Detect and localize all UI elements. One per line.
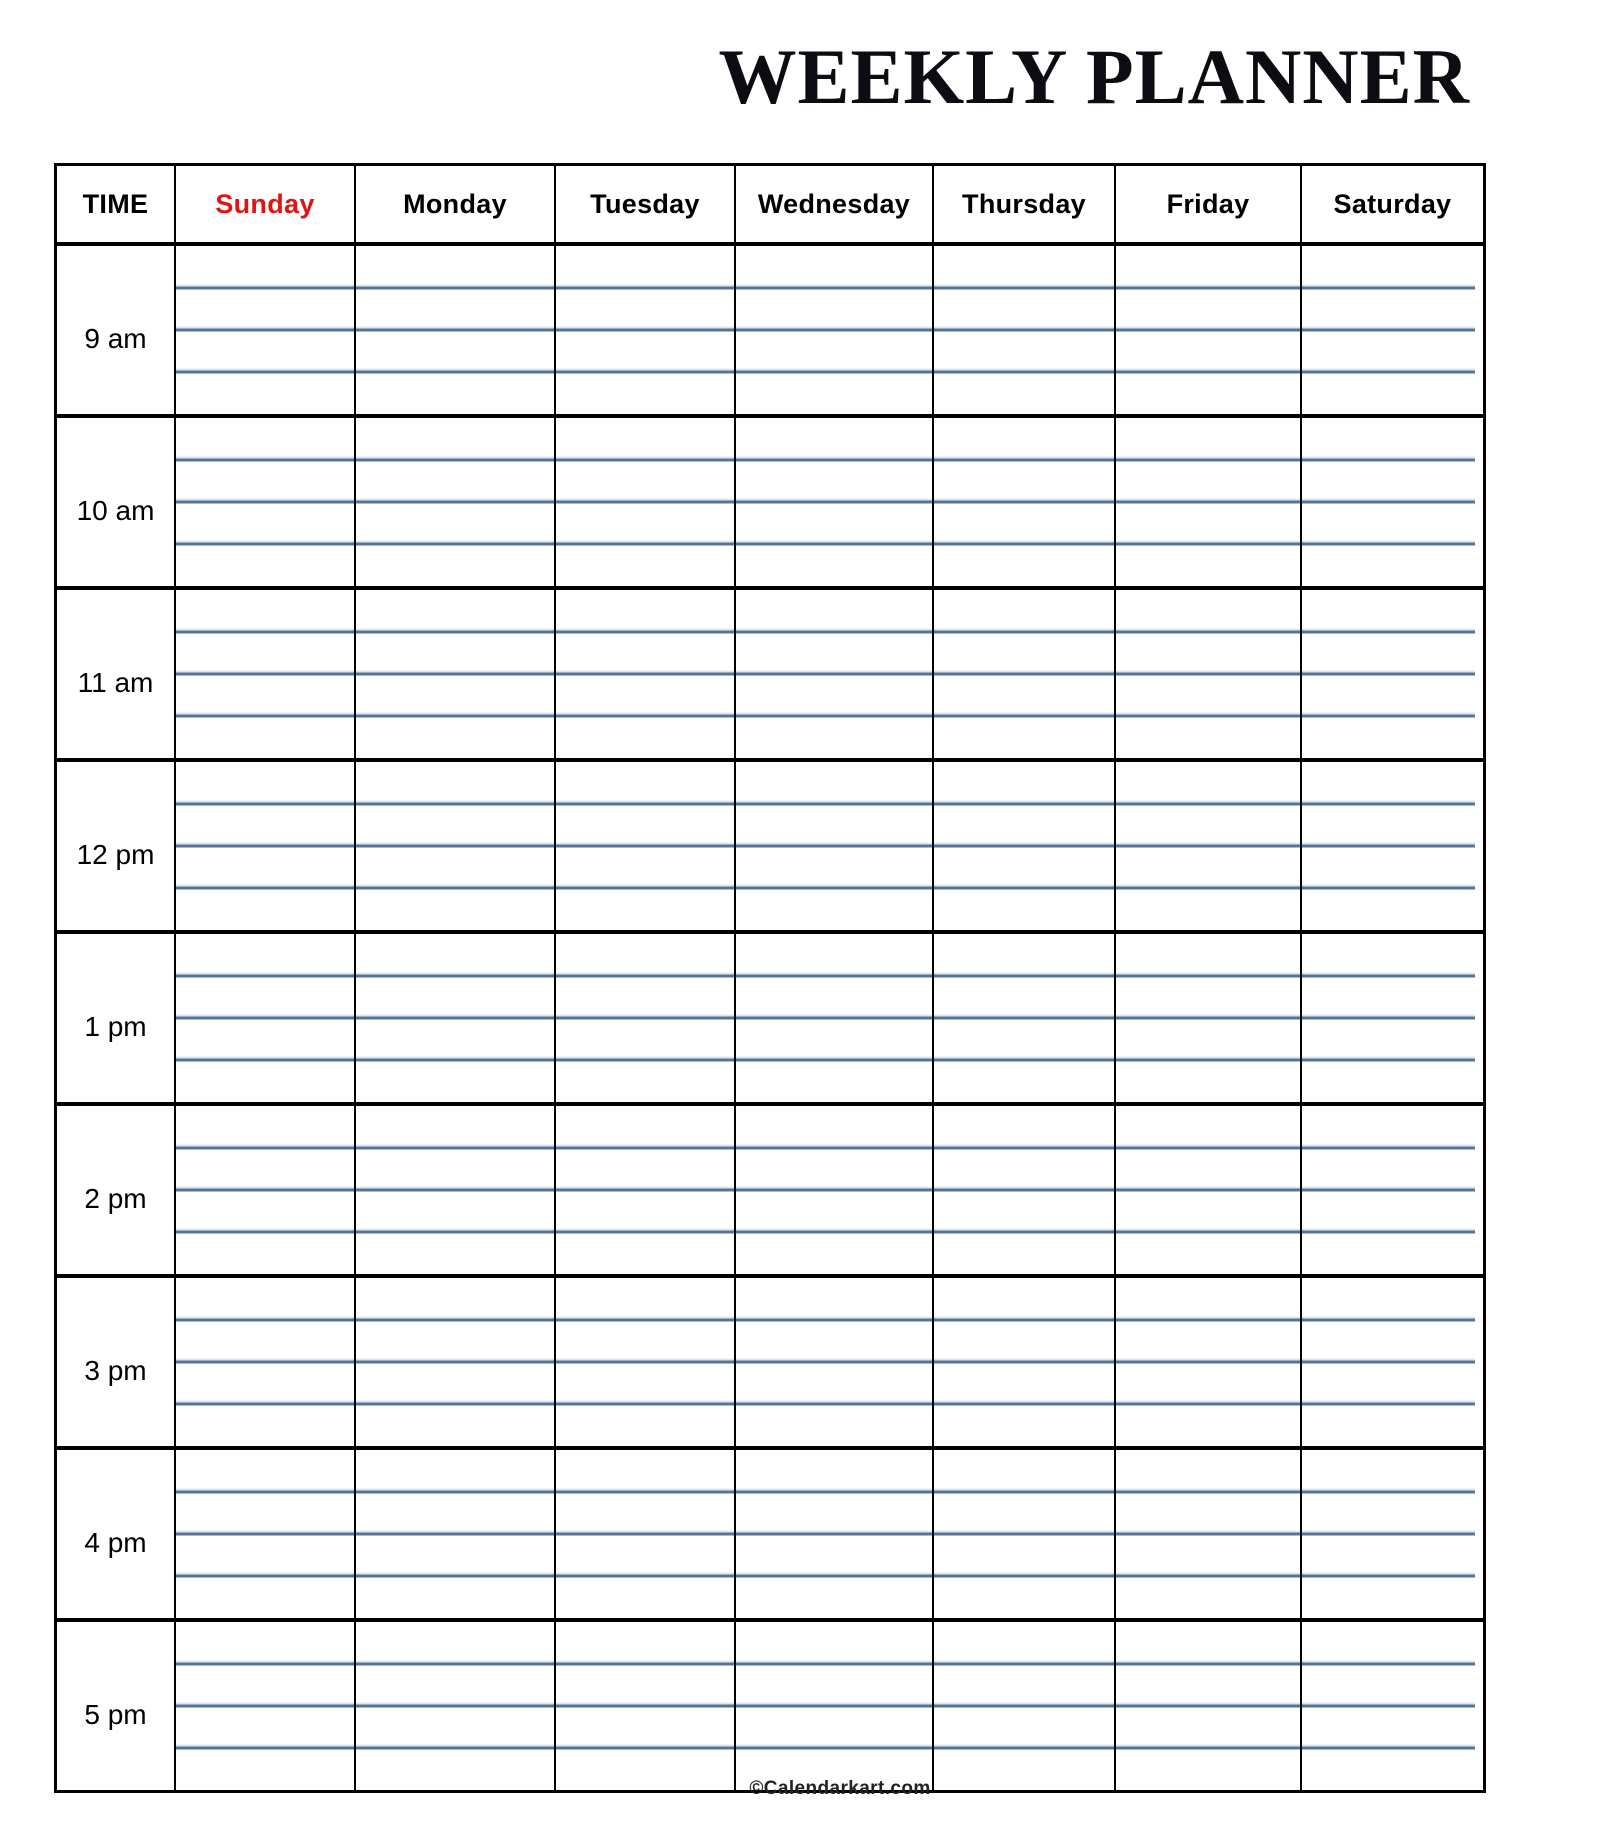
planner-cell-saturday-12-pm <box>1300 762 1483 930</box>
planner-cell-sunday-5-pm <box>174 1622 354 1790</box>
planner-cell-friday-1-pm <box>1114 934 1300 1102</box>
planner-cell-friday-11-am <box>1114 590 1300 758</box>
column-header-thursday: Thursday <box>932 166 1114 242</box>
planner-cell-tuesday-11-am <box>554 590 734 758</box>
planner-cell-sunday-11-am <box>174 590 354 758</box>
planner-cell-sunday-4-pm <box>174 1450 354 1618</box>
planner-cell-sunday-1-pm <box>174 934 354 1102</box>
hour-row-2-pm <box>57 1102 1483 1274</box>
time-label-1-pm: 1 pm <box>57 934 174 1102</box>
planner-cell-friday-4-pm <box>1114 1450 1300 1618</box>
planner-cell-tuesday-3-pm <box>554 1278 734 1446</box>
planner-cell-wednesday-1-pm <box>734 934 932 1102</box>
planner-cell-monday-10-am <box>354 418 554 586</box>
hour-row-3-pm <box>57 1274 1483 1446</box>
planner-cell-thursday-9-am <box>932 246 1114 414</box>
column-header-wednesday: Wednesday <box>734 166 932 242</box>
planner-cell-monday-5-pm <box>354 1622 554 1790</box>
time-label-12-pm: 12 pm <box>57 762 174 930</box>
column-header-friday: Friday <box>1114 166 1300 242</box>
planner-cell-monday-12-pm <box>354 762 554 930</box>
planner-cell-friday-12-pm <box>1114 762 1300 930</box>
planner-cell-wednesday-3-pm <box>734 1278 932 1446</box>
planner-cell-friday-3-pm <box>1114 1278 1300 1446</box>
planner-cell-tuesday-12-pm <box>554 762 734 930</box>
planner-cell-monday-2-pm <box>354 1106 554 1274</box>
hour-row-9-am <box>57 246 1483 414</box>
planner-cell-tuesday-2-pm <box>554 1106 734 1274</box>
planner-body <box>57 246 1483 1790</box>
planner-cell-thursday-10-am <box>932 418 1114 586</box>
planner-cell-saturday-1-pm <box>1300 934 1483 1102</box>
planner-cell-wednesday-2-pm <box>734 1106 932 1274</box>
planner-cell-thursday-4-pm <box>932 1450 1114 1618</box>
planner-cell-sunday-3-pm <box>174 1278 354 1446</box>
time-label-9-am: 9 am <box>57 246 174 414</box>
planner-cell-sunday-9-am <box>174 246 354 414</box>
planner-cell-sunday-10-am <box>174 418 354 586</box>
planner-cell-thursday-3-pm <box>932 1278 1114 1446</box>
planner-cell-thursday-1-pm <box>932 934 1114 1102</box>
planner-cell-wednesday-4-pm <box>734 1450 932 1618</box>
time-label-11-am: 11 am <box>57 590 174 758</box>
planner-cell-tuesday-5-pm <box>554 1622 734 1790</box>
column-header-tuesday: Tuesday <box>554 166 734 242</box>
planner-cell-thursday-12-pm <box>932 762 1114 930</box>
hour-row-5-pm <box>57 1618 1483 1790</box>
hour-row-10-am <box>57 414 1483 586</box>
planner-cell-thursday-2-pm <box>932 1106 1114 1274</box>
time-label-3-pm: 3 pm <box>57 1278 174 1446</box>
time-label-2-pm: 2 pm <box>57 1106 174 1274</box>
planner-cell-friday-10-am <box>1114 418 1300 586</box>
footer-credit: ©Calendarkart.com <box>749 1778 931 1799</box>
planner-cell-monday-9-am <box>354 246 554 414</box>
planner-cell-saturday-10-am <box>1300 418 1483 586</box>
column-header-time: TIME <box>82 188 149 219</box>
planner-cell-tuesday-1-pm <box>554 934 734 1102</box>
page-title: WEEKLY PLANNER <box>718 33 1470 120</box>
planner-cell-saturday-4-pm <box>1300 1450 1483 1618</box>
hour-row-11-am <box>57 586 1483 758</box>
weekly-planner-table <box>54 163 1486 1793</box>
planner-cell-tuesday-10-am <box>554 418 734 586</box>
time-label-5-pm: 5 pm <box>57 1622 174 1790</box>
planner-cell-saturday-2-pm <box>1300 1106 1483 1274</box>
hour-row-1-pm <box>57 930 1483 1102</box>
planner-cell-saturday-3-pm <box>1300 1278 1483 1446</box>
column-header-saturday: Saturday <box>1300 166 1483 242</box>
planner-cell-saturday-9-am <box>1300 246 1483 414</box>
planner-cell-saturday-5-pm <box>1300 1622 1483 1790</box>
column-header-sunday: Sunday <box>174 166 354 242</box>
planner-cell-wednesday-9-am <box>734 246 932 414</box>
planner-cell-monday-4-pm <box>354 1450 554 1618</box>
planner-cell-wednesday-5-pm <box>734 1622 932 1790</box>
planner-cell-sunday-12-pm <box>174 762 354 930</box>
planner-cell-friday-5-pm <box>1114 1622 1300 1790</box>
column-header-monday: Monday <box>354 166 554 242</box>
planner-cell-monday-3-pm <box>354 1278 554 1446</box>
time-label-4-pm: 4 pm <box>57 1450 174 1618</box>
planner-cell-saturday-11-am <box>1300 590 1483 758</box>
planner-cell-friday-9-am <box>1114 246 1300 414</box>
planner-cell-monday-1-pm <box>354 934 554 1102</box>
table-header-row <box>57 166 1483 246</box>
planner-cell-tuesday-9-am <box>554 246 734 414</box>
planner-cell-monday-11-am <box>354 590 554 758</box>
planner-cell-thursday-11-am <box>932 590 1114 758</box>
hour-row-4-pm <box>57 1446 1483 1618</box>
planner-cell-wednesday-12-pm <box>734 762 932 930</box>
planner-cell-thursday-5-pm <box>932 1622 1114 1790</box>
planner-cell-wednesday-11-am <box>734 590 932 758</box>
time-label-10-am: 10 am <box>57 418 174 586</box>
planner-cell-tuesday-4-pm <box>554 1450 734 1618</box>
planner-cell-sunday-2-pm <box>174 1106 354 1274</box>
planner-cell-friday-2-pm <box>1114 1106 1300 1274</box>
planner-cell-wednesday-10-am <box>734 418 932 586</box>
hour-row-12-pm <box>57 758 1483 930</box>
